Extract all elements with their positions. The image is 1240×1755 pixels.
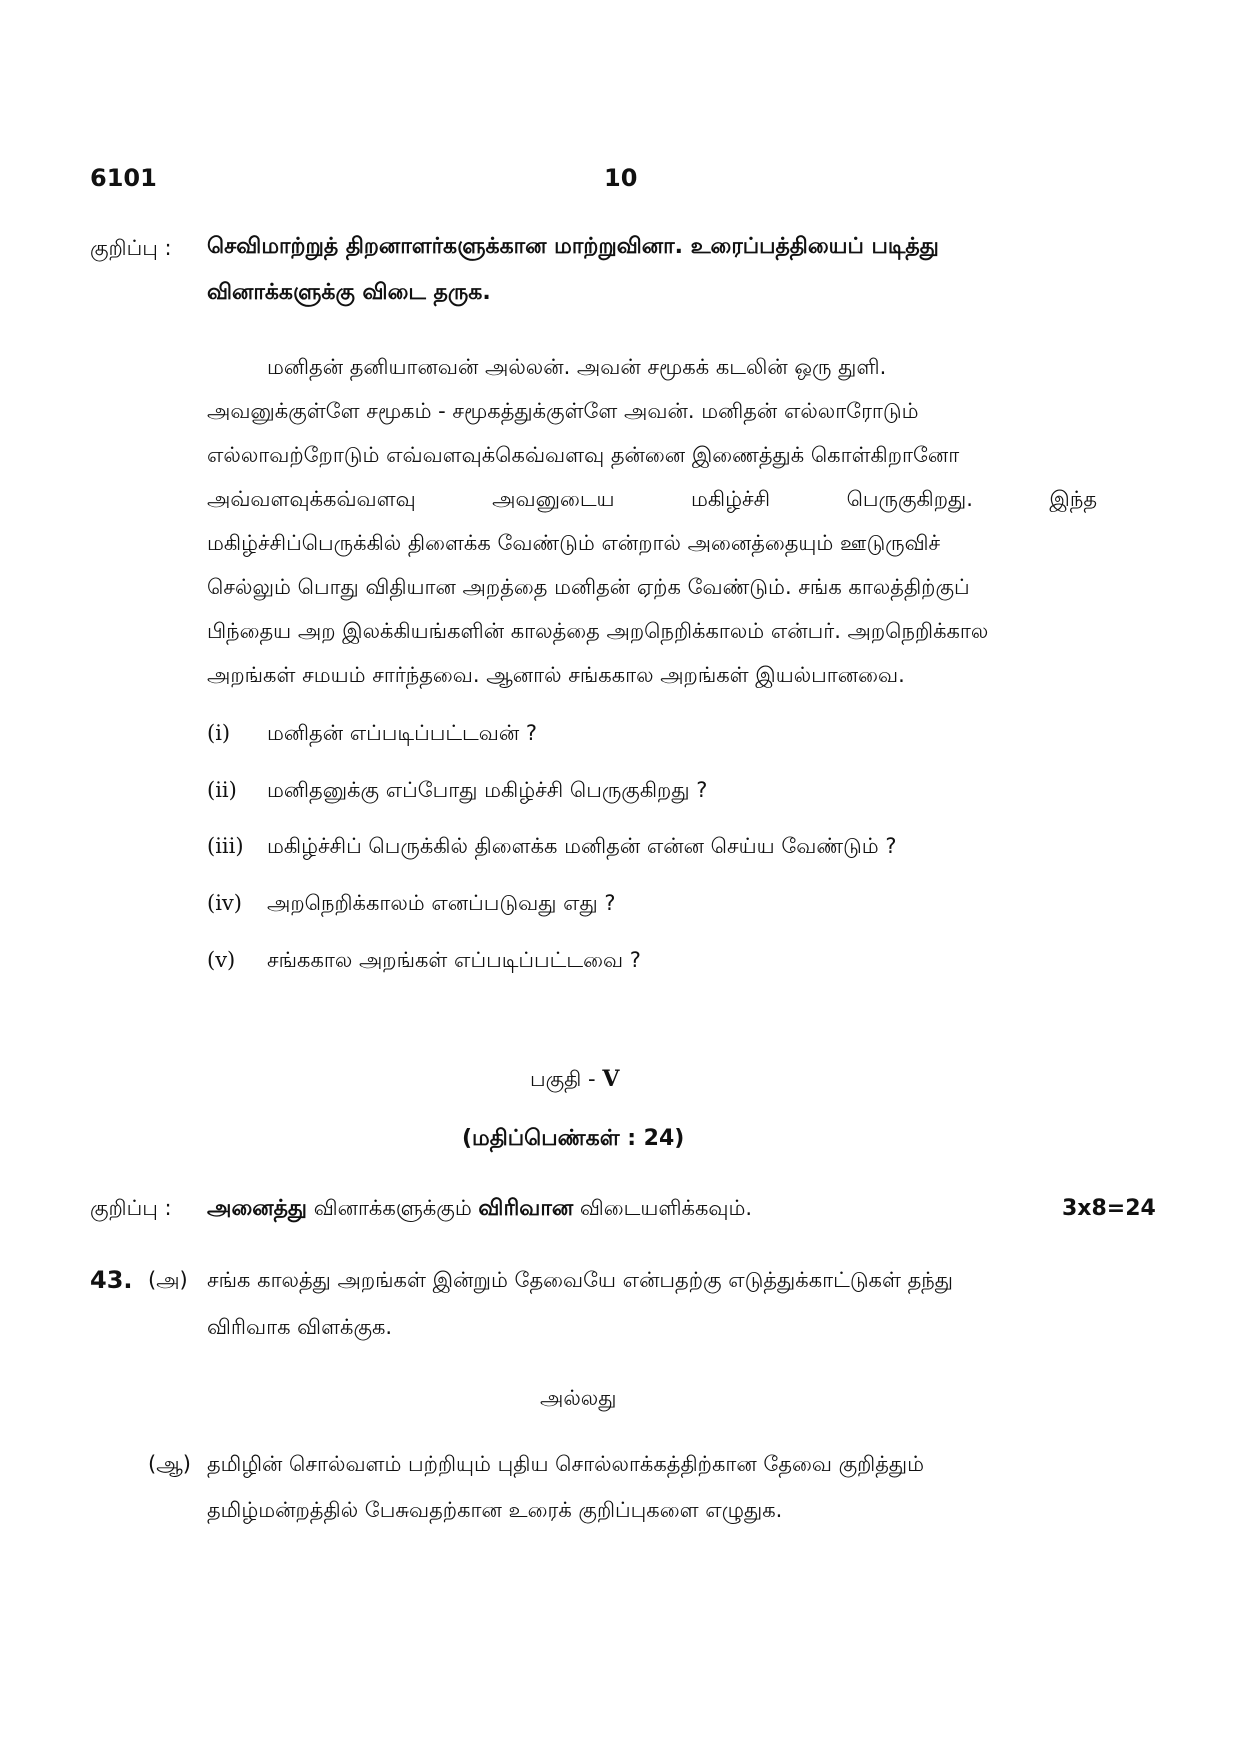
passage-line: எல்லாவற்றோடும் எவ்வளவுக்கெவ்வளவு தன்னை இணைத்துக் கொள்கிறானோ bbox=[207, 443, 960, 467]
question-text: சங்ககால அறங்கள் எப்படிப்பட்டவை ? bbox=[267, 948, 641, 972]
option-b-label: (ஆ) bbox=[148, 1452, 191, 1476]
question-43-number: 43. bbox=[90, 1266, 133, 1294]
question-number: (v) bbox=[207, 948, 236, 972]
or-divider: அல்லது bbox=[540, 1386, 617, 1410]
option-a-label: (அ) bbox=[148, 1268, 188, 1292]
section-marks: (மதிப்பெண்கள் : 24) bbox=[462, 1126, 685, 1151]
note-text-line-2: வினாக்களுக்கு விடை தருக. bbox=[207, 280, 491, 305]
option-b-line-1: தமிழின் சொல்வளம் பற்றியும் புதிய சொல்லாக்கத்திற்கான தேவை குறித்தும் bbox=[207, 1452, 925, 1476]
question-number: (i) bbox=[207, 721, 231, 745]
page-number: 10 bbox=[604, 164, 638, 192]
question-text: அறநெறிக்காலம் எனப்படுவது எது ? bbox=[267, 891, 616, 915]
note-2-bold-detailed: விரிவான bbox=[478, 1196, 574, 1221]
passage-line: செல்லும் பொது விதியான அறத்தை மனிதன் ஏற்க வேண்டும். சங்க காலத்திற்குப் bbox=[207, 575, 970, 599]
question-text: மகிழ்ச்சிப் பெருக்கில் திளைக்க மனிதன் என்ன செய்ய வேண்டும் ? bbox=[267, 834, 897, 858]
question-number: (ii) bbox=[207, 778, 237, 802]
passage bbox=[207, 345, 1097, 697]
option-a-line-2: விரிவாக விளக்குக. bbox=[207, 1315, 393, 1339]
note-text-line-1: செவிமாற்றுத் திறனாளர்களுக்கான மாற்றுவினா. உரைப்பத்தியைப் படித்து bbox=[207, 234, 939, 259]
note-2-text-part: விடையளிக்கவும். bbox=[573, 1196, 753, 1220]
passage-line: அவனுக்குள்ளே சமூகம் - சமூகத்துக்குள்ளே அவன். மனிதன் எல்லாரோடும் bbox=[207, 399, 919, 423]
passage-line: மகிழ்ச்சிப்பெருக்கில் திளைக்க வேண்டும் என்றால் அனைத்தையும் ஊடுருவிச் bbox=[207, 531, 941, 555]
passage-line: அவ்வளவுக்கவ்வளவு அவனுடைய மகிழ்ச்சி பெருகுகிறது. இந்த bbox=[207, 487, 1097, 511]
note-2-bold-all: அனைத்து bbox=[207, 1196, 308, 1221]
section-title-number: V bbox=[602, 1066, 620, 1092]
note-label: குறிப்பு : bbox=[90, 236, 172, 260]
section-title bbox=[530, 1066, 619, 1094]
passage-line: மனிதன் தனியானவன் அல்லன். அவன் சமூகக் கடலின் ஒரு துளி. bbox=[267, 355, 887, 379]
question-text: மனிதன் எப்படிப்பட்டவன் ? bbox=[267, 721, 538, 745]
paper-code: 6101 bbox=[90, 164, 157, 192]
option-a-line-1: சங்க காலத்து அறங்கள் இன்றும் தேவையே என்பதற்கு எடுத்துக்காட்டுகள் தந்து bbox=[207, 1268, 953, 1292]
question-number: (iii) bbox=[207, 834, 244, 858]
section-title-word: பகுதி - bbox=[530, 1067, 596, 1091]
passage-line: பிந்தைய அற இலக்கியங்களின் காலத்தை அறநெறிக்காலம் என்பர். அறநெறிக்கால bbox=[207, 619, 989, 643]
question-text: மனிதனுக்கு எப்போது மகிழ்ச்சி பெருகுகிறது ? bbox=[267, 778, 708, 802]
question-number: (iv) bbox=[207, 891, 242, 915]
score-allocation: 3x8=24 bbox=[1062, 1196, 1156, 1221]
note-label: குறிப்பு : bbox=[90, 1196, 172, 1220]
note-2-text-part: வினாக்களுக்கும் bbox=[307, 1196, 479, 1220]
passage-line: அறங்கள் சமயம் சார்ந்தவை. ஆனால் சங்ககால அறங்கள் இயல்பானவை. bbox=[207, 663, 905, 687]
option-b-line-2: தமிழ்மன்றத்தில் பேசுவதற்கான உரைக் குறிப்புகளை எழுதுக. bbox=[207, 1498, 783, 1522]
note-2-text bbox=[207, 1196, 752, 1224]
